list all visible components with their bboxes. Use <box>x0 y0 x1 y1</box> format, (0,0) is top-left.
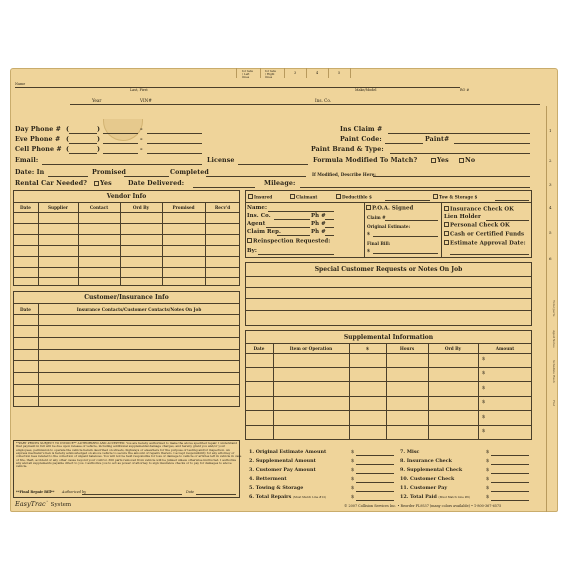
claim-rep-ph-field[interactable] <box>325 235 334 236</box>
authorization-text: **PART PRICES SUBJECT TO INVOICE** AUTHORIZED AND ACCEPTED: You are hereby authorized to make the above specified repair. I understand that payment in full will be due upon release of vehicle, including additional supplemental damage charges, and hereby grant you and/or your employees, permission to operate the vehicle herein described on streets, highways or elsewhere for the purpose of testing and/or inspection. An express mechanic's lien is hereby acknowledged on above vehicle to secure the amount of repairs thereto. I accept responsibility for any attorney or collection fees related to the collection of unpaid balances. You will not be held responsible for loss or damage to vehicle or articles left in vehicle in case of fire, theft, accident or any other cause beyond your control. 300 parts removed from vehicle will be junked unless otherwise instructed. I authorize any and all supplements payable direct to you. I authorize you to act as power of attorney to sign insurance checks or to pay for damages to above vehicle. <box>16 441 242 469</box>
total-field-8[interactable] <box>491 464 529 465</box>
customer-info-title: Customer/Insurance Info <box>84 294 169 301</box>
rental-yes-checkbox[interactable] <box>94 180 112 187</box>
final-repair-bill-label: **Final Repair Bill** <box>16 490 55 494</box>
ins-co-top-label: Ins. Co. <box>315 98 332 103</box>
supplemental-title: Supplemental Information <box>343 334 434 341</box>
if-modified-field[interactable] <box>373 176 530 177</box>
cell-phone-label: Cell Phone # <box>15 146 62 153</box>
supp-row-dollar: $ <box>482 399 486 405</box>
tow-storage-checkbox[interactable]: Tow & Storage $ <box>433 194 477 200</box>
customer-col-notes: Insurance Contacts/Customer Contacts/Notes On Job <box>76 307 202 312</box>
supp-row-dollar: $ <box>482 414 486 420</box>
date-in-label: Date: In <box>15 169 45 176</box>
lien-holder-label: Lien Holder <box>444 214 481 220</box>
completed-field[interactable] <box>206 176 306 177</box>
estimate-approval-field[interactable] <box>450 254 529 255</box>
eve-phone-prefix-field[interactable] <box>103 143 138 144</box>
side-tab-aged-notes: Aged Notes <box>552 330 556 348</box>
license-label: License <box>207 157 235 164</box>
estimate-approval-checkbox[interactable]: Estimate Approval Date: <box>444 240 526 247</box>
supp-row-dollar: $ <box>482 370 486 376</box>
total-line-10: 10. Customer Check <box>400 476 455 482</box>
total-line-6: 6. Total Repairs (Must Match Line #12) <box>249 494 327 500</box>
last-first-label: Last, First <box>130 88 148 92</box>
cell-phone-prefix-field[interactable] <box>103 153 138 154</box>
ro-label: RO # <box>460 88 470 92</box>
year-label: Year <box>92 98 102 103</box>
name-label: Name <box>15 82 26 86</box>
claimant-checkbox[interactable]: Claimant <box>290 194 317 200</box>
agent-field[interactable] <box>266 227 310 228</box>
paint-number-label: Paint# <box>425 136 450 143</box>
claim-rep-field[interactable] <box>277 235 310 236</box>
completed-label: Completed <box>170 169 209 176</box>
day-phone-label: Day Phone # <box>15 126 62 133</box>
supp-col-item: Item or Operation <box>289 346 333 351</box>
total-field-10[interactable] <box>491 482 529 483</box>
day-phone-area-field[interactable] <box>69 133 97 134</box>
ins-company-label: Ins. Co. <box>247 213 271 219</box>
tab-number-5: 5 <box>338 71 341 75</box>
total-field-4[interactable] <box>356 482 394 483</box>
supp-col-ord-by: Ord By <box>444 346 462 351</box>
ins-name-field[interactable] <box>268 211 334 212</box>
final-bill-dollar: $ <box>367 248 370 253</box>
cell-phone-area-field[interactable] <box>69 153 97 154</box>
reinspection-label: Reinspection Requested: <box>253 238 331 245</box>
copyright-text: © 2007 Collision Services Inc. • Reorder FL9537 (many colors available) • 1-800-367-6575 <box>344 504 502 508</box>
vendor-info-title: Vendor Info <box>106 193 147 200</box>
side-tab-total-parts: Total parts <box>552 300 556 317</box>
total-line-9: 9. Supplemental Check <box>400 467 463 473</box>
total-field-2[interactable] <box>356 464 394 465</box>
side-tab-schedule-rush: Schedule Rush <box>552 360 556 383</box>
paint-code-label: Paint Code: <box>340 136 382 143</box>
ins-claim-label: Ins Claim # <box>340 126 383 133</box>
supp-col-dollar: $ <box>366 346 369 351</box>
vendor-col-recvd: Recv'd <box>214 205 231 210</box>
total-line-4: 4. Betterment <box>249 476 287 482</box>
formula-modified-label: Formula Modified To Match? <box>313 157 418 164</box>
mileage-field[interactable] <box>300 187 530 188</box>
tow-storage-field[interactable] <box>495 200 529 201</box>
by-field[interactable] <box>258 254 334 255</box>
poa-checkbox[interactable] <box>366 205 413 212</box>
ins-name-label: Name: <box>247 205 268 211</box>
total-field-5[interactable] <box>356 491 394 492</box>
original-estimate-dollar: $ <box>367 231 370 236</box>
promised-field[interactable] <box>124 176 169 177</box>
brand-logo: EasyTrac™ System <box>15 500 72 509</box>
promised-label: Promised <box>92 169 127 176</box>
total-line-12: 12. Total Paid (Must Match Line #6) <box>400 494 470 500</box>
mileage-label: Mileage: <box>264 180 296 187</box>
supp-row-dollar: $ <box>482 356 486 362</box>
ins-claim-field[interactable] <box>388 133 530 134</box>
total-line-11: 11. Customer Pay <box>400 485 448 491</box>
insurance-check-ok-checkbox[interactable]: Insurance Check OK <box>444 206 514 213</box>
auth-date-field[interactable] <box>196 494 236 495</box>
claim-number-field[interactable] <box>385 220 438 221</box>
total-line-5: 5. Towing & Storage <box>249 485 304 491</box>
total-line-3: 3. Customer Pay Amount <box>249 467 316 473</box>
original-estimate-field[interactable] <box>373 236 438 237</box>
poa-label: P.O.A. Signed <box>372 205 414 212</box>
agent-label: Agent <box>247 221 266 227</box>
ins-co-ph-label: Ph # <box>311 213 326 219</box>
original-estimate-label: Original Estimate: <box>367 224 411 229</box>
make-model-label: Make/Model <box>355 88 377 92</box>
authorized-by-label: Authorized by <box>62 490 87 494</box>
eve-phone-area-field[interactable] <box>69 143 97 144</box>
year-line <box>70 104 540 105</box>
claim-rep-ph-label: Ph # <box>311 229 326 235</box>
supp-col-amount: Amount <box>495 346 515 351</box>
formula-yes-checkbox[interactable] <box>431 157 449 164</box>
day-phone-number-field[interactable] <box>147 133 202 134</box>
formula-no-checkbox[interactable] <box>459 157 475 164</box>
vendor-col-supplier: Supplier <box>48 205 68 210</box>
date-delivered-field[interactable] <box>193 187 255 188</box>
date-in-field[interactable] <box>48 176 88 177</box>
cash-certified-checkbox[interactable]: Cash or Certified Funds <box>444 231 524 238</box>
date-delivered-label: Date Delivered: <box>128 180 185 187</box>
if-modified-label: If Modified, Describe Here: <box>312 172 376 177</box>
total-field-12[interactable] <box>491 500 529 501</box>
license-field[interactable] <box>238 164 308 165</box>
by-label: By: <box>247 248 257 254</box>
paint-brand-field[interactable] <box>390 153 530 154</box>
ins-co-ph-field[interactable] <box>325 219 334 220</box>
agent-ph-field[interactable] <box>325 227 334 228</box>
total-line-2: 2. Supplemental Amount <box>249 458 316 464</box>
supp-col-date: Date <box>253 346 265 351</box>
auth-date-label: Date <box>186 490 195 494</box>
formula-yes-label: Yes <box>437 157 449 164</box>
tab-number-3: 3 <box>294 71 297 75</box>
vin-label: VIN# <box>140 98 152 103</box>
total-field-9[interactable] <box>491 473 529 474</box>
total-field-11[interactable] <box>491 491 529 492</box>
formula-no-label: No <box>465 157 476 164</box>
total-line-7: 7. Misc <box>400 449 420 455</box>
email-field[interactable] <box>42 164 202 165</box>
total-field-3[interactable] <box>356 473 394 474</box>
ins-company-field[interactable] <box>274 219 310 220</box>
total-field-6[interactable] <box>356 500 394 501</box>
final-bill-field[interactable] <box>373 253 438 254</box>
total-line-1: 1. Original Estimate Amount <box>249 449 327 455</box>
insured-checkbox[interactable]: Insured <box>248 194 272 200</box>
personal-check-ok-checkbox[interactable]: Personal Check OK <box>444 222 510 229</box>
supp-col-hours: Hours <box>399 346 415 351</box>
supp-row-dollar: $ <box>482 428 486 434</box>
vendor-col-date: Date <box>20 205 31 210</box>
total-line-8: 8. Insurance Check <box>400 458 452 464</box>
name-line <box>15 87 460 88</box>
customer-col-date: Date <box>20 307 31 312</box>
side-tab-flat: Flat <box>552 400 556 407</box>
paint-code-field[interactable] <box>385 143 423 144</box>
rental-yes-label: Yes <box>100 180 112 187</box>
special-requests-title: Special Customer Requests or Notes On Job <box>314 266 463 273</box>
lien-holder-field[interactable] <box>486 220 529 221</box>
deductible-checkbox[interactable]: Deductible $ <box>336 194 372 200</box>
paint-brand-label: Paint Brand & Type: <box>311 146 384 153</box>
tab-label-right: for tabs / Right Ones <box>265 69 276 79</box>
tab-label-left: for tabs / Left Ones <box>242 69 253 79</box>
eve-phone-label: Eve Phone # <box>15 136 61 143</box>
authorized-by-field[interactable] <box>82 494 182 495</box>
vendor-col-contact: Contact <box>89 205 109 210</box>
cell-phone-number-field[interactable] <box>147 153 202 154</box>
claim-rep-label: Claim Rep. <box>247 229 282 235</box>
tab-number-4: 4 <box>316 71 319 75</box>
total-field-1[interactable] <box>356 455 394 456</box>
supp-row-dollar: $ <box>482 385 486 391</box>
day-phone-prefix-field[interactable] <box>103 133 138 134</box>
agent-ph-label: Ph # <box>311 221 326 227</box>
reinspection-checkbox[interactable] <box>247 238 330 245</box>
claim-number-label: Claim # <box>367 215 386 220</box>
deductible-field[interactable] <box>385 200 430 201</box>
final-bill-label: Final Bill: <box>367 241 391 246</box>
email-label: Email: <box>15 157 39 164</box>
vendor-col-ord-by: Ord By <box>132 205 150 210</box>
eve-phone-number-field[interactable] <box>147 143 202 144</box>
vendor-col-promised: Promised <box>172 205 195 210</box>
paint-number-field[interactable] <box>454 143 530 144</box>
total-field-7[interactable] <box>491 455 529 456</box>
rental-label: Rental Car Needed? <box>15 180 88 187</box>
